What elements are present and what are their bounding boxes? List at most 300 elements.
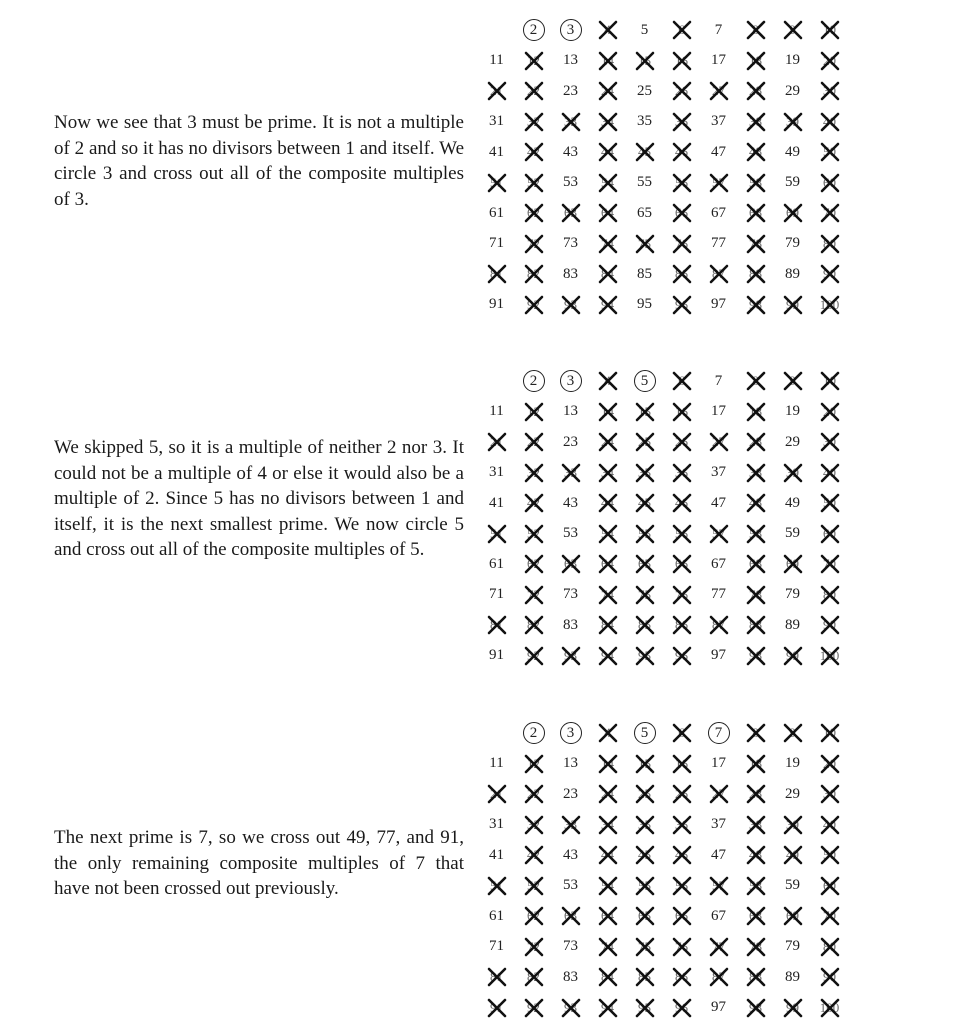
- grid-cell-crossed: [811, 962, 848, 992]
- cross-out-icon: [671, 753, 693, 775]
- cross-out-icon: [819, 19, 841, 41]
- grid-cell-crossed: [663, 840, 700, 870]
- cross-out-icon: [597, 401, 619, 423]
- cross-out-icon: [634, 141, 656, 163]
- grid-cell-crossed: [700, 168, 737, 198]
- grid-number: 3: [566, 372, 575, 389]
- grid-cell-crossed: [737, 932, 774, 962]
- grid-cell-crossed: [589, 840, 626, 870]
- cross-out-icon: [782, 997, 804, 1019]
- cross-out-icon: [523, 584, 545, 606]
- grid-cell-crossed: [663, 610, 700, 640]
- grid-number: 49: [785, 143, 800, 160]
- cross-out-icon: [671, 783, 693, 805]
- grid-number: 26: [675, 83, 688, 98]
- grid-cell-crossed: [626, 641, 663, 671]
- grid-cell-crossed: [552, 198, 589, 228]
- grid-cell-crossed: [515, 290, 552, 320]
- grid-cell-crossed: [589, 993, 626, 1023]
- grid-cell-crossed: [737, 107, 774, 137]
- cross-out-icon: [745, 431, 767, 453]
- grid-cell-crossed: [663, 641, 700, 671]
- grid-cell-crossed: [663, 901, 700, 931]
- cross-out-icon: [486, 80, 508, 102]
- cross-out-icon: [819, 783, 841, 805]
- cross-out-icon: [819, 905, 841, 927]
- grid-cell-crossed: [811, 580, 848, 610]
- cross-out-icon: [819, 753, 841, 775]
- grid-number: 30: [823, 434, 836, 449]
- grid-number: 20: [823, 755, 836, 771]
- grid-cell-number: [552, 749, 589, 779]
- grid-number: 90: [823, 617, 836, 632]
- grid-cell-crossed: [552, 901, 589, 931]
- cross-out-icon: [671, 263, 693, 285]
- grid-number: 55: [638, 525, 651, 541]
- cross-out-icon: [523, 783, 545, 805]
- cross-out-icon: [671, 172, 693, 194]
- grid-cell-crossed: [515, 749, 552, 779]
- grid-number: 86: [675, 969, 688, 984]
- grid-cell-number: [478, 810, 515, 840]
- cross-out-icon: [634, 753, 656, 775]
- grid-number: 81: [490, 617, 503, 632]
- grid-number: 99: [786, 296, 799, 312]
- grid-number: 92: [527, 296, 540, 312]
- grid-number: 49: [786, 847, 799, 862]
- cross-out-icon: [671, 614, 693, 636]
- grid-number: 21: [490, 434, 503, 449]
- cross-out-icon: [819, 263, 841, 285]
- grid-number: 63: [564, 205, 577, 220]
- grid-number: 33: [564, 464, 577, 480]
- grid-cell-crossed: [700, 76, 737, 106]
- grid-number: 96: [675, 999, 688, 1015]
- grid-number: 56: [675, 877, 688, 893]
- cross-out-icon: [486, 263, 508, 285]
- grid-number: 18: [749, 403, 762, 419]
- grid-cell-number: [478, 580, 515, 610]
- grid-cell-crossed: [663, 290, 700, 320]
- grid-number: 37: [711, 464, 726, 480]
- cross-out-icon: [597, 936, 619, 958]
- grid-number: 11: [489, 755, 504, 771]
- grid-cell-number: [552, 427, 589, 457]
- grid-number: 97: [711, 296, 726, 312]
- grid-cell-crossed: [663, 366, 700, 396]
- grid-cell-crossed: [663, 15, 700, 45]
- grid-number: 53: [563, 525, 578, 541]
- cross-out-icon: [745, 202, 767, 224]
- grid-cell-crossed: [589, 810, 626, 840]
- grid-cell-crossed: [811, 427, 848, 457]
- cross-out-icon: [597, 614, 619, 636]
- grid-number: 99: [786, 647, 799, 663]
- grid-cell-crossed: [478, 76, 515, 106]
- cross-out-icon: [819, 966, 841, 988]
- cross-out-icon: [782, 294, 804, 316]
- cross-out-icon: [597, 492, 619, 514]
- cross-out-icon: [597, 19, 619, 41]
- grid-cell-circled-prime: [515, 718, 552, 748]
- grid-cell-crossed: [626, 932, 663, 962]
- grid-number: 36: [675, 816, 688, 832]
- grid-cell-crossed: [589, 871, 626, 901]
- grid-number: 70: [823, 556, 836, 571]
- grid-number: 64: [601, 556, 614, 571]
- cross-out-icon: [560, 294, 582, 316]
- grid-number: 29: [785, 82, 800, 99]
- cross-out-icon: [486, 966, 508, 988]
- grid-number: 62: [527, 556, 540, 571]
- grid-cell-number: [700, 901, 737, 931]
- cross-out-icon: [819, 80, 841, 102]
- grid-number: 23: [563, 433, 578, 450]
- grid-number: 26: [675, 434, 688, 449]
- grid-cell-crossed: [515, 993, 552, 1023]
- cross-out-icon: [634, 783, 656, 805]
- grid-cell-crossed: [515, 840, 552, 870]
- grid-cell-crossed: [589, 366, 626, 396]
- grid-cell-number: [478, 137, 515, 167]
- cross-out-icon: [634, 966, 656, 988]
- grid-number: 51: [490, 174, 503, 190]
- grid-number: 25: [638, 786, 651, 801]
- grid-cell-crossed: [737, 458, 774, 488]
- grid-number: 77: [711, 586, 726, 602]
- grid-cell-number: [626, 290, 663, 320]
- cross-out-icon: [745, 492, 767, 514]
- grid-cell-crossed: [478, 871, 515, 901]
- cross-out-icon: [560, 202, 582, 224]
- grid-cell-crossed: [811, 871, 848, 901]
- cross-out-icon: [819, 614, 841, 636]
- grid-cell-crossed: [589, 198, 626, 228]
- cross-out-icon: [634, 645, 656, 667]
- grid-cell-number: [552, 488, 589, 518]
- cross-out-icon: [745, 233, 767, 255]
- grid-number: 72: [527, 938, 540, 954]
- cross-out-icon: [782, 905, 804, 927]
- grid-number: 13: [563, 403, 578, 419]
- grid-cell-number: [552, 580, 589, 610]
- grid-number: 22: [527, 83, 540, 98]
- grid-cell-crossed: [811, 641, 848, 671]
- cross-out-icon: [745, 753, 767, 775]
- grid-cell-number: [478, 397, 515, 427]
- cross-out-icon: [745, 141, 767, 163]
- cross-out-icon: [560, 111, 582, 133]
- grid-cell-crossed: [663, 718, 700, 748]
- grid-number: 88: [749, 266, 762, 281]
- grid-number: 4: [604, 373, 611, 388]
- cross-out-icon: [745, 614, 767, 636]
- cross-out-icon: [782, 370, 804, 392]
- grid-cell-crossed: [515, 168, 552, 198]
- grid-number: 16: [675, 755, 688, 771]
- cross-out-icon: [634, 233, 656, 255]
- grid-cell-number: [774, 749, 811, 779]
- grid-cell-crossed: [515, 259, 552, 289]
- grid-number: 55: [638, 877, 651, 893]
- grid-cell-number: [700, 46, 737, 76]
- grid-cell-crossed: [589, 46, 626, 76]
- cross-out-icon: [597, 431, 619, 453]
- grid-cell-crossed: [626, 871, 663, 901]
- grid-cell-crossed: [811, 458, 848, 488]
- grid-cell-number: [552, 229, 589, 259]
- grid-number: 62: [527, 205, 540, 220]
- grid-number: 21: [490, 83, 503, 98]
- grid-number: 67: [711, 907, 726, 924]
- cross-out-icon: [597, 202, 619, 224]
- grid-cell-crossed: [515, 198, 552, 228]
- grid-cell-crossed: [774, 840, 811, 870]
- grid-number: 6: [678, 373, 685, 388]
- cross-out-icon: [523, 966, 545, 988]
- grid-number: 96: [675, 647, 688, 663]
- grid-cell-number: [552, 397, 589, 427]
- grid-number: 73: [563, 235, 578, 251]
- cross-out-icon: [597, 141, 619, 163]
- grid-number: 56: [675, 174, 688, 190]
- grid-cell-number: [700, 749, 737, 779]
- grid-number: 53: [563, 877, 578, 893]
- grid-cell-crossed: [700, 871, 737, 901]
- grid-number: 57: [712, 525, 725, 541]
- cross-out-icon: [634, 614, 656, 636]
- cross-out-icon: [523, 141, 545, 163]
- cross-out-icon: [745, 462, 767, 484]
- grid-cell-crossed: [515, 397, 552, 427]
- grid-cell-circled-prime: [515, 366, 552, 396]
- cross-out-icon: [782, 844, 804, 866]
- grid-cell-crossed: [626, 427, 663, 457]
- grid-number: 83: [563, 616, 578, 633]
- cross-out-icon: [745, 875, 767, 897]
- grid-cell-crossed: [589, 458, 626, 488]
- grid-cell-crossed: [737, 993, 774, 1023]
- grid-cell-crossed: [663, 749, 700, 779]
- grid-number: 15: [638, 403, 651, 419]
- grid-number: 54: [601, 877, 614, 893]
- cross-out-icon: [597, 844, 619, 866]
- cross-out-icon: [597, 370, 619, 392]
- grid-cell-crossed: [478, 993, 515, 1023]
- grid-number: 35: [638, 464, 651, 480]
- cross-out-icon: [523, 431, 545, 453]
- grid-number: 2: [529, 372, 538, 389]
- grid-number: 70: [823, 205, 836, 220]
- grid-cell-crossed: [552, 107, 589, 137]
- cross-out-icon: [597, 294, 619, 316]
- cross-out-icon: [523, 111, 545, 133]
- cross-out-icon: [745, 19, 767, 41]
- grid-cell-number: [774, 168, 811, 198]
- grid-cell-number: [774, 76, 811, 106]
- grid-number: 65: [637, 204, 652, 221]
- grid-cell-number: [552, 259, 589, 289]
- grid-cell-crossed: [811, 779, 848, 809]
- grid-number: 74: [601, 235, 614, 251]
- grid-cell-crossed: [737, 397, 774, 427]
- grid-cell-number: [774, 580, 811, 610]
- grid-number: 79: [785, 586, 800, 602]
- grid-number: 80: [823, 586, 836, 602]
- grid-number: 30: [823, 83, 836, 98]
- grid-cell-crossed: [515, 76, 552, 106]
- grid-cell-number: [478, 107, 515, 137]
- grid-cell-crossed: [589, 168, 626, 198]
- grid-cell-crossed: [774, 366, 811, 396]
- cross-out-icon: [819, 141, 841, 163]
- grid-number: 94: [601, 999, 614, 1015]
- cross-out-icon: [819, 997, 841, 1019]
- cross-out-icon: [634, 553, 656, 575]
- grid-cell-number: [478, 458, 515, 488]
- grid-number: 95: [638, 647, 651, 663]
- grid-number: 98: [749, 647, 762, 663]
- grid-cell-number: [774, 932, 811, 962]
- cross-out-icon: [523, 401, 545, 423]
- grid-number: 97: [711, 647, 726, 663]
- cross-out-icon: [523, 997, 545, 1019]
- grid-number: 60: [823, 877, 836, 893]
- cross-out-icon: [597, 50, 619, 72]
- grid-cell-crossed: [737, 901, 774, 931]
- grid-number: 27: [712, 786, 725, 801]
- grid-number: 38: [749, 113, 762, 129]
- grid-cell-crossed: [626, 610, 663, 640]
- grid-number: 83: [563, 968, 578, 985]
- grid-number: 61: [489, 204, 504, 221]
- grid-number: 5: [640, 372, 649, 389]
- grid-number: 100: [819, 999, 840, 1015]
- cross-out-icon: [597, 814, 619, 836]
- grid-cell-crossed: [737, 46, 774, 76]
- grid-number: 11: [489, 403, 504, 419]
- grid-cell-crossed: [663, 458, 700, 488]
- grid-number: 16: [675, 52, 688, 68]
- grid-cell-crossed: [737, 76, 774, 106]
- grid-number: 94: [601, 647, 614, 663]
- grid-cell-crossed: [737, 779, 774, 809]
- grid-cell-number: [774, 427, 811, 457]
- grid-cell-crossed: [515, 932, 552, 962]
- grid-number: 38: [749, 816, 762, 832]
- grid-cell-crossed: [663, 549, 700, 579]
- grid-number: 60: [823, 525, 836, 541]
- grid-number: 4: [604, 22, 611, 37]
- cross-out-icon: [819, 844, 841, 866]
- cross-out-icon: [597, 462, 619, 484]
- cross-out-icon: [597, 966, 619, 988]
- grid-number: 82: [527, 266, 540, 281]
- grid-cell-crossed: [515, 137, 552, 167]
- cross-out-icon: [819, 431, 841, 453]
- grid-cell-crossed: [626, 993, 663, 1023]
- grid-number: 40: [823, 113, 836, 129]
- grid-cell-crossed: [589, 932, 626, 962]
- cross-out-icon: [597, 783, 619, 805]
- cross-out-icon: [671, 645, 693, 667]
- grid-cell-crossed: [663, 46, 700, 76]
- grid-cell-crossed: [589, 901, 626, 931]
- cross-out-icon: [597, 263, 619, 285]
- cross-out-icon: [523, 172, 545, 194]
- grid-cell-crossed: [737, 488, 774, 518]
- grid-cell-number: [552, 168, 589, 198]
- grid-cell-number: [774, 397, 811, 427]
- grid-cell-crossed: [589, 427, 626, 457]
- grid-number: 3: [566, 724, 575, 741]
- grid-cell-crossed: [663, 962, 700, 992]
- grid-cell-crossed: [811, 290, 848, 320]
- grid-number: 44: [601, 847, 614, 862]
- grid-number: 84: [601, 266, 614, 281]
- grid-number: 39: [786, 816, 799, 832]
- cross-out-icon: [597, 997, 619, 1019]
- grid-cell-crossed: [478, 427, 515, 457]
- grid-number: 76: [675, 938, 688, 954]
- grid-cell-crossed: [515, 519, 552, 549]
- cross-out-icon: [745, 584, 767, 606]
- grid-number: 58: [749, 525, 762, 541]
- grid-cell-crossed: [589, 259, 626, 289]
- grid-cell-crossed: [811, 168, 848, 198]
- grid-number: 40: [823, 464, 836, 480]
- grid-cell-crossed: [811, 259, 848, 289]
- grid-number: 43: [563, 494, 578, 511]
- grid-cell-crossed: [515, 810, 552, 840]
- grid-cell-crossed: [811, 15, 848, 45]
- cross-out-icon: [671, 50, 693, 72]
- cross-out-icon: [671, 492, 693, 514]
- grid-cell-crossed: [552, 458, 589, 488]
- grid-cell-crossed: [663, 580, 700, 610]
- grid-number: 13: [563, 755, 578, 771]
- grid-number: 93: [564, 296, 577, 312]
- cross-out-icon: [819, 523, 841, 545]
- grid-cell-crossed: [515, 962, 552, 992]
- cross-out-icon: [523, 614, 545, 636]
- grid-number: 35: [638, 816, 651, 832]
- grid-number: 11: [489, 52, 504, 68]
- grid-cell-crossed: [700, 259, 737, 289]
- grid-number: 22: [527, 786, 540, 801]
- grid-cell-crossed: [774, 718, 811, 748]
- grid-number: 16: [675, 403, 688, 419]
- cross-out-icon: [708, 172, 730, 194]
- grid-number: 25: [638, 434, 651, 449]
- grid-cell-number: [626, 259, 663, 289]
- grid-cell-crossed: [515, 488, 552, 518]
- cross-out-icon: [597, 172, 619, 194]
- grid-cell-crossed: [811, 519, 848, 549]
- grid-number: 37: [711, 816, 726, 832]
- grid-number: 94: [601, 296, 614, 312]
- grid-cell-crossed: [626, 519, 663, 549]
- cross-out-icon: [634, 905, 656, 927]
- cross-out-icon: [597, 753, 619, 775]
- cross-out-icon: [486, 875, 508, 897]
- grid-cell-number: [774, 229, 811, 259]
- grid-cell-crossed: [478, 962, 515, 992]
- grid-cell-number: [774, 871, 811, 901]
- grid-cell-crossed: [663, 488, 700, 518]
- cross-out-icon: [486, 523, 508, 545]
- grid-number: 77: [712, 938, 725, 954]
